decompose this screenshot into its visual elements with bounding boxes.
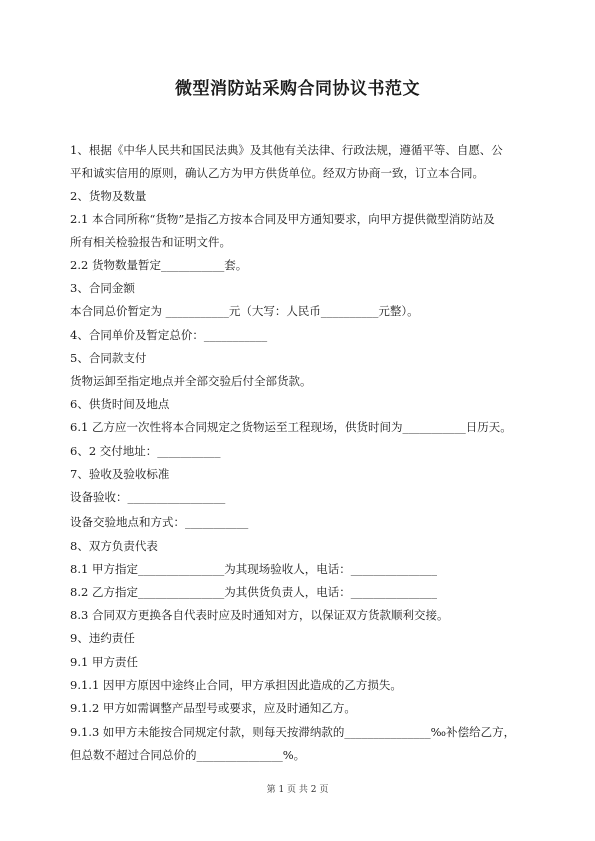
body-line: 9.1.2 甲方如需调整产品型号或要求，应及时通知乙方。: [70, 701, 356, 715]
section-heading: 8、双方负责代表: [70, 539, 158, 553]
body-line: 9.1.1 因甲方原因中途终止合同，甲方承担因此造成的乙方损失。: [70, 678, 402, 692]
section-heading: 4、合同单价及暂定总价：___________: [70, 328, 268, 342]
body-line: 6、2 交付地址：___________: [70, 444, 221, 458]
section-heading: 2、货物及数量: [70, 189, 147, 203]
section-heading: 5、合同款支付: [70, 351, 147, 365]
body-line: 设备交验地点和方式：___________: [70, 515, 249, 529]
body-line: 但总数不超过合同总价的_______________%。: [70, 748, 306, 762]
body-line: 所有相关检验报告和证明文件。: [70, 235, 231, 249]
page-footer: 第 1 页 共 2 页: [266, 785, 329, 795]
body-line: 8.2 乙方指定_______________为其供货负责人，电话：_______________: [70, 585, 437, 599]
section-heading: 9、违约责任: [70, 631, 135, 645]
body-line: 2.2 货物数量暂定___________套。: [70, 258, 248, 272]
body-line: 2.1 本合同所称“货物”是指乙方按本合同及甲方通知要求，向甲方提供微型消防站及: [70, 212, 495, 226]
body-line: 设备验收：_________________: [70, 490, 226, 504]
body-line: 8.1 甲方指定_______________为其现场验收人，电话：_______________: [70, 562, 437, 576]
section-heading: 7、验收及验收标准: [70, 467, 170, 481]
body-line: 9.1.3 如甲方未能按合同规定付款，则每天按滞纳款的_______________‰补偿给乙方，: [70, 725, 516, 739]
body-line: 本合同总价暂定为 ___________元（大写：人民币__________元整）。: [70, 304, 419, 318]
document-title: 微型消防站采购合同协议书范文: [175, 79, 420, 99]
body-line: 1、根据《中华人民共和国民法典》及其他有关法律、行政法规，遵循平等、自愿、公: [70, 143, 503, 157]
body-line: 货物运卸至指定地点并全部交验后付全部货款。: [70, 374, 312, 388]
body-line: 8.3 合同双方更换各自代表时应及时通知对方，以保证双方货款顺利交接。: [70, 608, 449, 622]
section-heading: 6、供货时间及地点: [70, 397, 170, 411]
body-line: 6.1 乙方应一次性将本合同规定之货物运至工程现场，供货时间为___________日历天。: [70, 420, 512, 434]
subsection-heading: 9.1 甲方责任: [70, 655, 138, 669]
body-line: 平和诚实信用的原则，确认乙方为甲方供货单位。经双方协商一致，订立本合同。: [70, 166, 484, 180]
section-heading: 3、合同金额: [70, 281, 135, 295]
